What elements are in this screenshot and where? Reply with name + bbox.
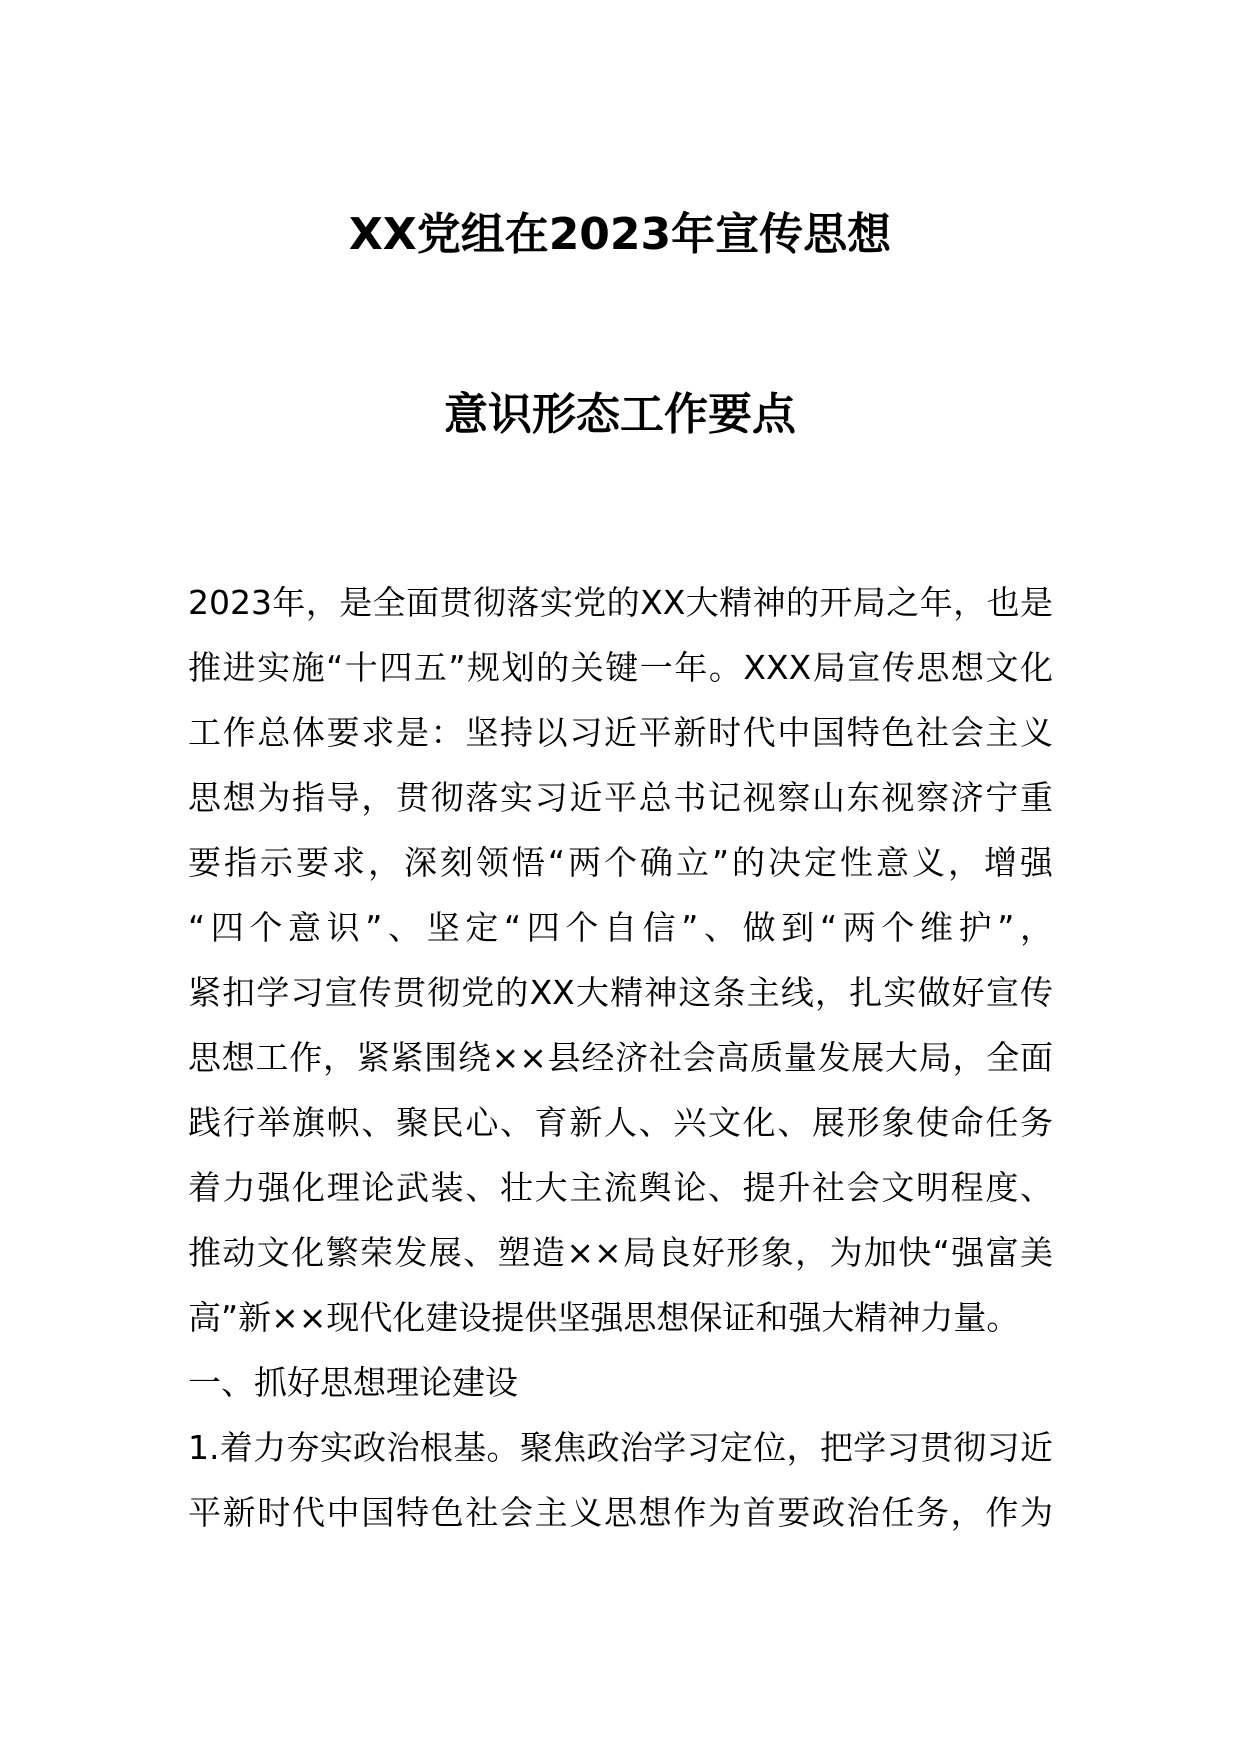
section-1-heading: 一、抓好思想理论建设	[188, 1363, 518, 1402]
intro-line: 要指示要求，深刻领悟“两个确立”的决定性意义，增强	[188, 843, 1053, 882]
intro-line: 2023年，是全面贯彻落实党的XX大精神的开局之年，也是	[188, 583, 1053, 622]
intro-line: 工作总体要求是：坚持以习近平新时代中国特色社会主义	[188, 713, 1053, 752]
intro-line: 推进实施“十四五”规划的关键一年。XXX局宣传思想文化	[188, 648, 1053, 687]
document-title-line-1: XX党组在2023年宣传思想	[348, 209, 892, 260]
document-title-line-2: 意识形态工作要点	[444, 389, 796, 440]
intro-line-last: 高”新××现代化建设提供坚强思想保证和强大精神力量。	[188, 1298, 1020, 1337]
intro-line: 思想工作，紧紧围绕××县经济社会高质量发展大局，全面	[188, 1038, 1053, 1077]
intro-line: 紧扣学习宣传贯彻党的XX大精神这条主线，扎实做好宣传	[188, 973, 1053, 1012]
document-body	[188, 570, 1053, 1545]
intro-line: 思想为指导，贯彻落实习近平总书记视察山东视察济宁重	[188, 778, 1053, 817]
intro-line: 着力强化理论武装、壮大主流舆论、提升社会文明程度、	[188, 1168, 1053, 1207]
intro-line: 践行举旗帜、聚民心、育新人、兴文化、展形象使命任务	[188, 1103, 1053, 1142]
intro-line: 推动文化繁荣发展、塑造××局良好形象，为加快“强富美	[188, 1233, 1053, 1272]
item-1-line: 1.着力夯实政治根基。聚焦政治学习定位，把学习贯彻习近	[188, 1428, 1053, 1467]
intro-line: “四个意识”、坚定“四个自信”、做到“两个维护”，	[188, 908, 1053, 947]
item-1-line: 平新时代中国特色社会主义思想作为首要政治任务，作为	[188, 1493, 1053, 1532]
